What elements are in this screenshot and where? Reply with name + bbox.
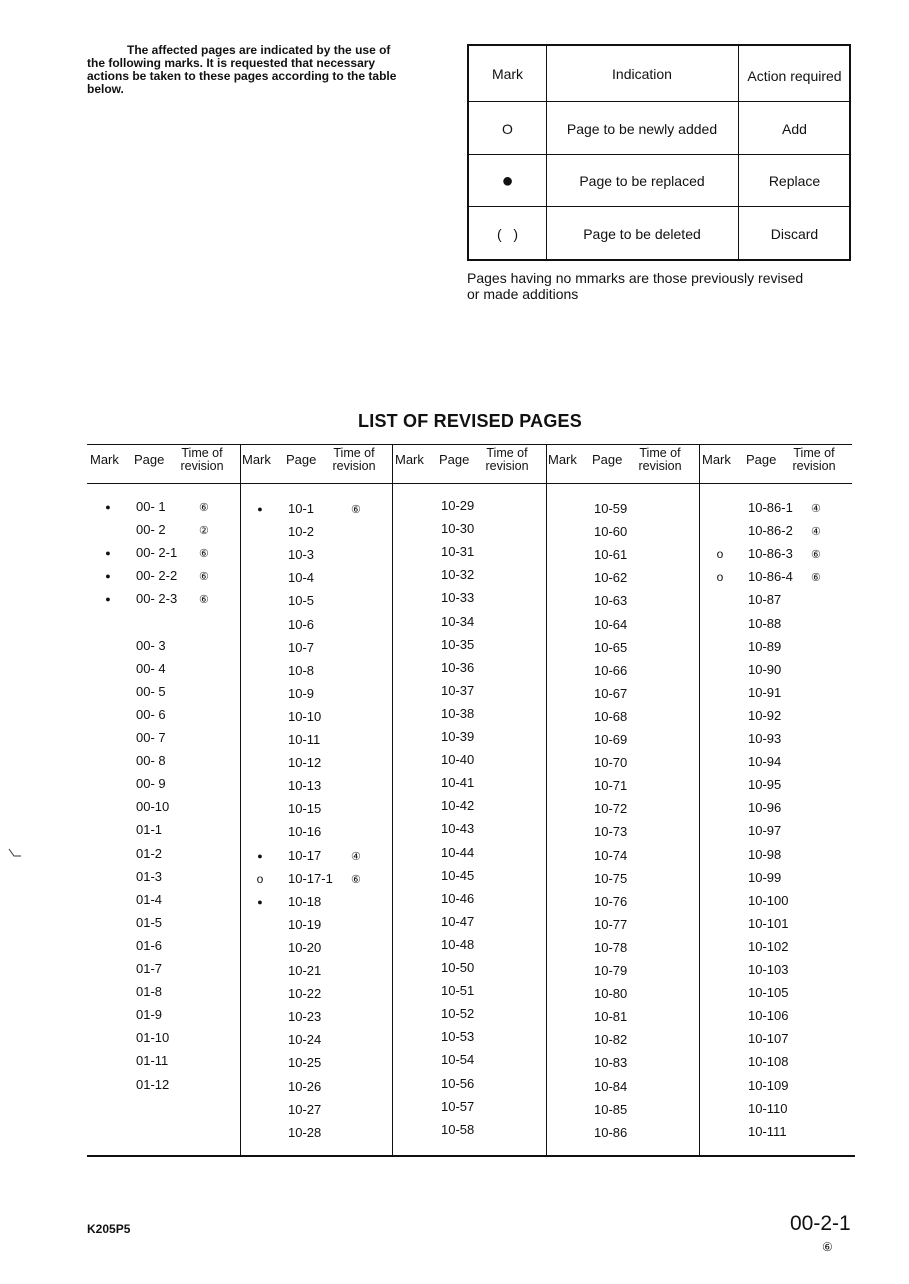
page-entry: 10-67: [594, 685, 628, 701]
page-entry: 00- 1: [136, 499, 166, 514]
page-entry: 01-2: [136, 845, 163, 861]
revision-number-mark: ②: [199, 525, 209, 538]
column-header-page: Page: [592, 452, 623, 467]
legend-note: [467, 270, 857, 302]
table-header-rule: [87, 483, 852, 484]
page-entry: 10-59: [594, 501, 628, 516]
page-entry: 10-94: [748, 754, 782, 770]
page-entry: 10-25: [288, 1055, 322, 1071]
page-entry: 10-108: [748, 1054, 789, 1070]
legend-indication: Page to be newly added: [566, 120, 718, 137]
page-entry: 10-33: [441, 590, 475, 606]
margin-tick-mark: [8, 848, 22, 858]
legend-action: Add: [782, 120, 807, 137]
page-entry: 10-75: [594, 870, 628, 886]
page-entry: 10-82: [594, 1032, 628, 1048]
page-entry: 10-77: [594, 916, 628, 932]
page-entry: 10-80: [594, 986, 628, 1002]
page-entry: 10-72: [594, 801, 628, 817]
page-entry: 10-47: [441, 913, 475, 929]
page-entry: 10-65: [594, 639, 628, 655]
page-entry: 00-10: [136, 799, 170, 815]
page-entry: 10-13: [288, 778, 322, 794]
page-entry: 01-12: [136, 1076, 170, 1092]
legend-header-action: Action required: [747, 68, 842, 84]
revision-number-mark: ⑥: [199, 548, 209, 561]
page-entry: 10-28: [288, 1124, 322, 1140]
page-entry: 10-37: [441, 682, 475, 698]
legend-indication: Page to be replaced: [579, 173, 705, 189]
revision-number-mark: ⑥: [811, 572, 821, 585]
page-entry: 01-9: [136, 1007, 163, 1023]
page-entry: 10-97: [748, 823, 782, 839]
page-entry: 10-107: [748, 1031, 789, 1047]
page-entry: 10-30: [441, 521, 475, 537]
page-entry: 00- 7: [136, 730, 166, 745]
revision-number-mark: ⑥: [351, 873, 361, 886]
legend-indication: Page to be deleted: [583, 225, 701, 242]
revision-number-mark: ④: [811, 503, 821, 515]
page-entry: 10-98: [748, 846, 782, 862]
revision-number-mark: ⑥: [199, 594, 209, 607]
intro-line: the following marks. It is requested that necessary: [87, 56, 376, 70]
page-entry: 10-3: [288, 547, 315, 563]
add-mark: o: [716, 547, 724, 562]
page-entry: 10-17: [288, 847, 322, 863]
column-header-time-of-revision: Time of revision: [485, 446, 529, 473]
page-entry: 10-53: [441, 1029, 475, 1045]
page-entry: 00- 5: [136, 683, 166, 699]
page-entry: 10-41: [441, 775, 475, 791]
table-top-rule: [87, 444, 852, 445]
intro-line: below.: [87, 82, 124, 96]
legend-mark-parentheses: ( ): [497, 225, 518, 242]
legend-mark-open-circle: O: [502, 120, 513, 137]
legend-note-line: Pages having no mmarks are those previously revised: [467, 270, 804, 286]
page-entry: 10-9: [288, 685, 315, 701]
page-entry: 10-11: [288, 732, 321, 747]
revision-number-mark: ⑥: [199, 571, 209, 584]
column-header-mark: Mark: [702, 452, 731, 467]
page-entry: 10-84: [594, 1078, 628, 1094]
page-entry: 10-93: [748, 731, 782, 746]
legend-row-add: [469, 101, 849, 155]
page-entry: 10-91: [748, 684, 782, 700]
column-header-mark: Mark: [90, 452, 119, 467]
page-entry: 10-51: [441, 983, 475, 999]
page-number: 00-2-1: [790, 1212, 851, 1235]
legend-row-discard: [469, 206, 849, 260]
page-entry: 10-86-1: [748, 500, 793, 515]
page-entry: 10-40: [441, 752, 475, 768]
column-header-page: Page: [746, 452, 777, 467]
page-entry: 01-11: [136, 1053, 169, 1069]
page-entry: 10-89: [748, 638, 782, 654]
legend-row-replace: [469, 154, 849, 207]
page-entry: 10-36: [441, 659, 475, 675]
page-entry: 10-95: [748, 777, 782, 793]
column-header-time-of-revision: Time of revision: [638, 446, 682, 473]
page-entry: 10-5: [288, 593, 315, 609]
page-entry: 01-5: [136, 914, 163, 930]
column-header-time-of-revision: Time of revision: [792, 446, 836, 473]
page-entry: 00- 2-3: [136, 591, 178, 607]
document-code: K205P5: [87, 1222, 131, 1236]
page-entry: 10-106: [748, 1008, 789, 1024]
page-entry: 00- 8: [136, 753, 166, 769]
page-entry: 00- 4: [136, 660, 166, 676]
page-entry: 01-7: [136, 961, 163, 976]
page-entry: 10-74: [594, 847, 628, 863]
page-entry: 10-10: [288, 708, 322, 724]
page-entry: 10-92: [748, 707, 782, 723]
column-header-mark: Mark: [242, 452, 271, 467]
page-entry: 10-39: [441, 729, 475, 744]
page-entry: 10-88: [748, 615, 782, 631]
page-entry: 10-32: [441, 567, 475, 583]
page-entry: 10-66: [594, 662, 628, 678]
column-header-mark: Mark: [395, 452, 424, 467]
revision-number-mark: ⑥: [199, 502, 209, 514]
page-entry: 10-63: [594, 593, 628, 609]
page-entry: 10-62: [594, 570, 628, 586]
page-entry: 10-35: [441, 636, 475, 652]
page-entry: 10-4: [288, 570, 315, 586]
page-entry: 10-2: [288, 524, 315, 540]
page-entry: 01-3: [136, 868, 163, 884]
page-entry: 10-109: [748, 1077, 789, 1093]
column-header-time-of-revision: Time of revision: [180, 446, 224, 473]
page-revision-mark: ⑥: [822, 1240, 833, 1254]
page-entry: 01-8: [136, 984, 163, 1000]
page-entry: 01-6: [136, 937, 163, 953]
page-entry: 10-110: [748, 1100, 788, 1116]
page-entry: 00- 2-2: [136, 568, 178, 584]
column-header-page: Page: [286, 452, 317, 467]
page-entry: 10-102: [748, 938, 789, 954]
page-entry: 10-18: [288, 893, 322, 909]
list-title: LIST OF REVISED PAGES: [358, 411, 582, 431]
revision-number-mark: ⑥: [811, 549, 821, 562]
page-entry: 10-46: [441, 890, 475, 906]
page-entry: 10-81: [594, 1009, 628, 1025]
page-entry: 10-83: [594, 1055, 628, 1071]
page-entry: 10-90: [748, 661, 782, 677]
intro-line: actions be taken to these pages according to the table: [87, 69, 397, 83]
page-entry: 10-17-1: [288, 870, 333, 886]
column-header-mark: Mark: [548, 452, 577, 467]
page-entry: 10-34: [441, 613, 475, 629]
replace-mark: ●: [257, 504, 263, 514]
page-entry: 10-21: [288, 963, 322, 978]
page-entry: 10-45: [441, 867, 475, 883]
page-entry: 10-111: [748, 1123, 787, 1139]
page-entry: 00- 6: [136, 706, 166, 722]
replace-mark: ●: [105, 571, 111, 582]
page-entry: 10-86: [594, 1124, 628, 1140]
page-entry: 00- 2-1: [136, 545, 178, 561]
page-entry: 10-71: [594, 778, 628, 794]
column-header-page: Page: [439, 452, 470, 467]
legend-action: Discard: [770, 225, 819, 242]
legend-note-line: or made additions: [467, 286, 579, 302]
marks-legend-table: [467, 44, 851, 261]
page-entry: 10-85: [594, 1101, 628, 1117]
page-entry: 10-68: [594, 708, 628, 724]
replace-mark: ●: [105, 502, 111, 512]
column-divider: [392, 445, 393, 1155]
page-entry: 10-86-4: [748, 569, 793, 585]
page-entry: 10-60: [594, 524, 628, 540]
legend-mark-filled-circle: ●: [501, 169, 514, 192]
page-entry: 10-26: [288, 1078, 322, 1094]
page-entry: 10-103: [748, 962, 789, 977]
page-entry: 10-61: [594, 547, 628, 563]
page-entry: 10-96: [748, 800, 782, 816]
page-entry: 10-69: [594, 732, 628, 747]
page-entry: 10-22: [288, 986, 322, 1002]
column-header-time-of-revision: Time of revision: [332, 446, 376, 473]
page-entry: 10-100: [748, 892, 789, 908]
page-entry: 10-12: [288, 755, 322, 771]
revision-number-mark: ④: [811, 526, 821, 539]
column-divider: [240, 445, 241, 1155]
column-divider: [699, 445, 700, 1155]
page-entry: 10-7: [288, 639, 315, 655]
page-entry: 10-43: [441, 821, 475, 837]
page-entry: 10-57: [441, 1098, 475, 1114]
page-entry: 10-101: [748, 915, 789, 931]
revision-number-mark: ④: [351, 850, 361, 863]
add-mark: o: [256, 871, 264, 886]
page-entry: 10-44: [441, 844, 475, 860]
page-entry: 10-105: [748, 985, 789, 1001]
revision-number-mark: ⑥: [351, 504, 361, 516]
page-entry: 01-1: [136, 822, 163, 838]
page-entry: 00- 9: [136, 776, 166, 792]
page-entry: 10-99: [748, 869, 782, 885]
page-entry: 10-73: [594, 824, 628, 840]
page-entry: 10-87: [748, 592, 782, 608]
page-entry: 10-42: [441, 798, 475, 814]
table-bottom-rule: [87, 1155, 855, 1157]
page-entry: 10-79: [594, 963, 628, 978]
replace-mark: ●: [257, 896, 263, 907]
page-entry: 10-76: [594, 893, 628, 909]
page-entry: 01-10: [136, 1030, 170, 1046]
page-entry: 10-6: [288, 616, 315, 632]
page-entry: 00- 3: [136, 637, 166, 653]
legend-header-indication: Indication: [612, 65, 672, 82]
page-entry: 10-86-3: [748, 546, 793, 562]
page-entry: 00- 2: [136, 522, 166, 538]
page-entry: 10-52: [441, 1006, 475, 1022]
page-entry: 10-19: [288, 916, 322, 932]
intro-line: The affected pages are indicated by the use of: [127, 43, 391, 57]
replace-mark: ●: [105, 594, 111, 605]
page-entry: 10-20: [288, 939, 322, 955]
legend-action: Replace: [768, 173, 821, 189]
page-entry: 10-23: [288, 1009, 322, 1025]
page-entry: 10-8: [288, 662, 315, 678]
page-entry: 10-15: [288, 801, 322, 817]
page-entry: 10-24: [288, 1032, 322, 1048]
column-header-page: Page: [134, 452, 165, 467]
page-entry: 10-86-2: [748, 523, 793, 539]
page-entry: 10-78: [594, 939, 628, 955]
page-entry: 10-16: [288, 824, 322, 840]
replace-mark: ●: [105, 548, 111, 559]
page-entry: 10-38: [441, 705, 475, 721]
column-divider: [546, 445, 547, 1155]
intro-paragraph: [87, 44, 427, 96]
page-entry: 10-70: [594, 755, 628, 771]
page-entry: 10-1: [288, 501, 315, 516]
page-entry: 10-64: [594, 616, 628, 632]
page-entry: 10-29: [441, 498, 475, 513]
page-entry: 10-48: [441, 936, 475, 952]
page-entry: 10-50: [441, 960, 475, 975]
page-entry: 10-54: [441, 1052, 475, 1068]
page-entry: 10-56: [441, 1075, 475, 1091]
page-entry: 10-27: [288, 1101, 322, 1117]
page-entry: 10-58: [441, 1121, 475, 1137]
replace-mark: ●: [257, 850, 263, 861]
legend-header-mark: Mark: [491, 65, 524, 82]
add-mark: o: [716, 570, 724, 585]
page-entry: 10-31: [441, 544, 475, 560]
page-entry: 01-4: [136, 891, 163, 907]
